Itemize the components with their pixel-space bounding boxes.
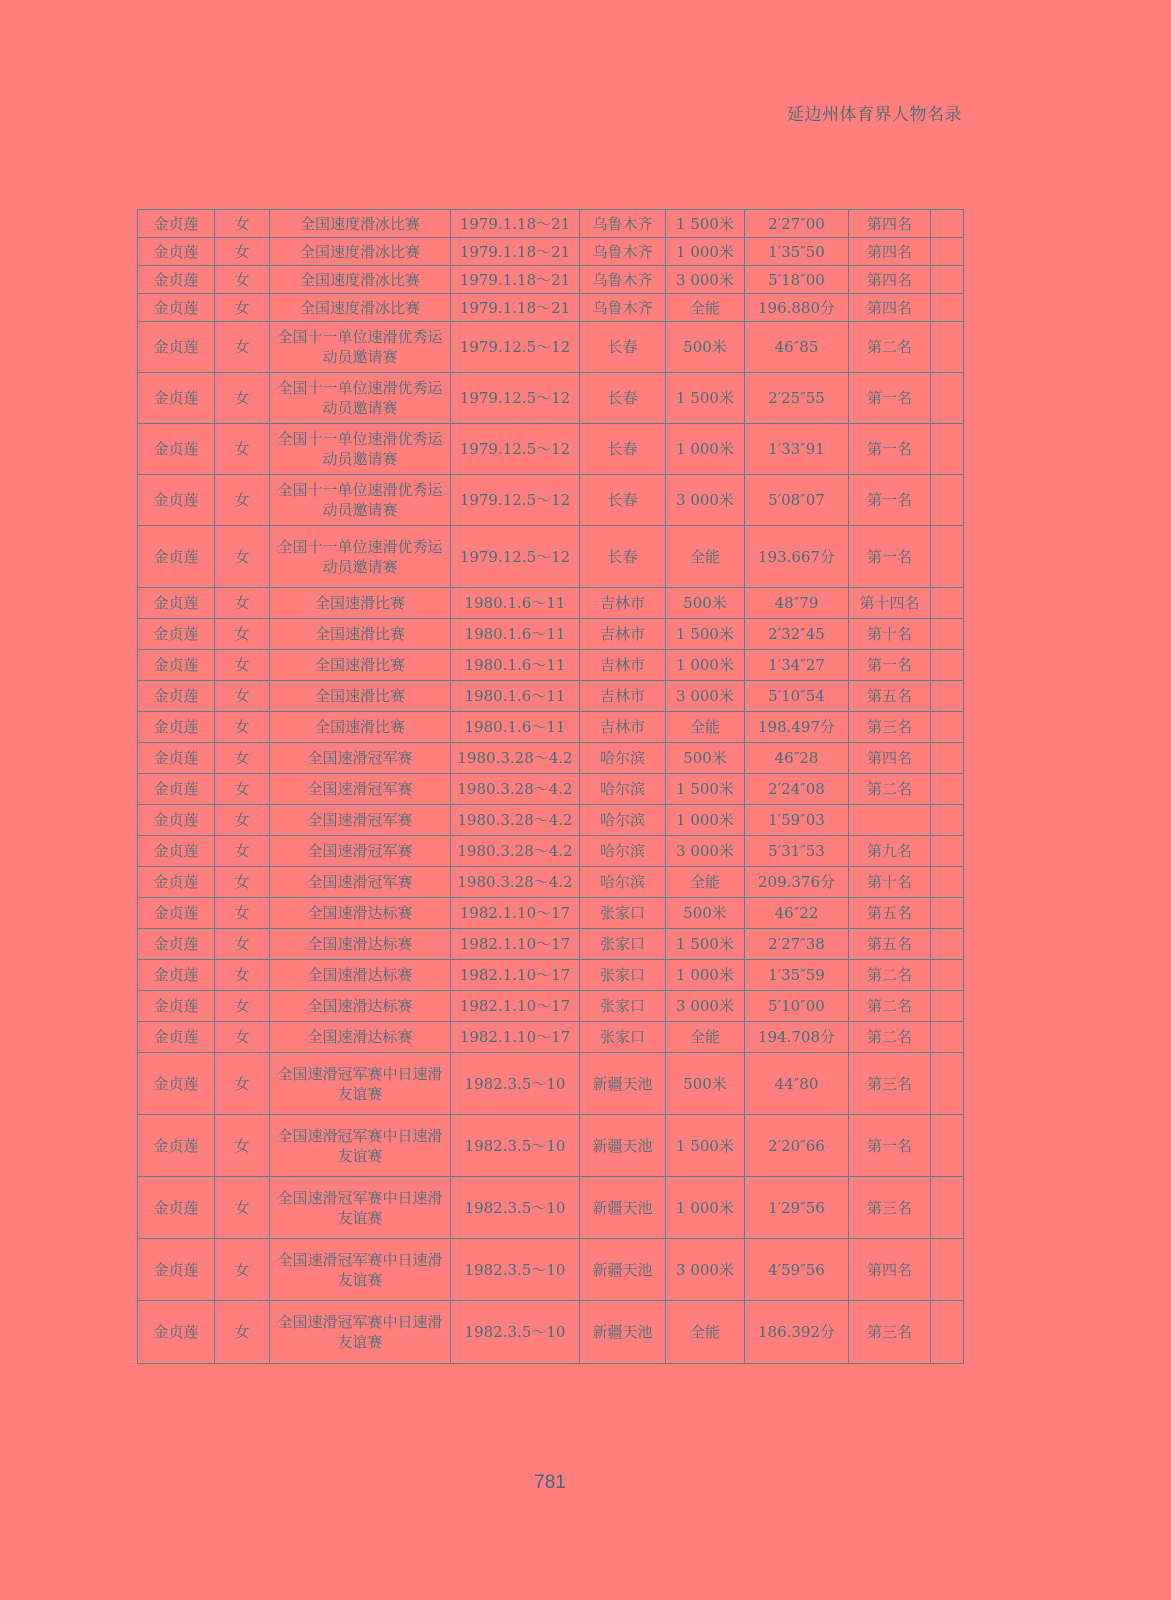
location-cell: 乌鲁木齐 bbox=[580, 266, 666, 294]
gender-cell: 女 bbox=[215, 588, 270, 619]
table-row bbox=[138, 619, 964, 650]
date-cell: 1982.1.10～17 bbox=[451, 1022, 580, 1053]
note-cell bbox=[931, 210, 964, 238]
location-cell: 新疆天池 bbox=[580, 1053, 666, 1115]
distance-cell: 3 000米 bbox=[666, 991, 745, 1022]
name-cell: 金贞莲 bbox=[138, 1177, 215, 1239]
note-cell bbox=[931, 1053, 964, 1115]
date-cell: 1980.1.6～11 bbox=[451, 619, 580, 650]
name-cell: 金贞莲 bbox=[138, 650, 215, 681]
gender-cell: 女 bbox=[215, 294, 270, 322]
table-row bbox=[138, 712, 964, 743]
event-cell: 全国速滑达标赛 bbox=[270, 929, 451, 960]
name-cell: 金贞莲 bbox=[138, 1239, 215, 1301]
table-row bbox=[138, 650, 964, 681]
name-cell: 金贞莲 bbox=[138, 743, 215, 774]
distance-cell: 1 000米 bbox=[666, 960, 745, 991]
date-cell: 1980.1.6～11 bbox=[451, 650, 580, 681]
name-cell: 金贞莲 bbox=[138, 294, 215, 322]
name-cell: 金贞莲 bbox=[138, 526, 215, 588]
gender-cell: 女 bbox=[215, 743, 270, 774]
distance-cell: 1 000米 bbox=[666, 1177, 745, 1239]
rank-cell: 第二名 bbox=[849, 1022, 931, 1053]
result-cell: 48″79 bbox=[745, 588, 849, 619]
location-cell: 哈尔滨 bbox=[580, 867, 666, 898]
gender-cell: 女 bbox=[215, 774, 270, 805]
name-cell: 金贞莲 bbox=[138, 991, 215, 1022]
rank-cell: 第五名 bbox=[849, 898, 931, 929]
distance-cell: 全能 bbox=[666, 526, 745, 588]
name-cell: 金贞莲 bbox=[138, 712, 215, 743]
name-cell: 金贞莲 bbox=[138, 960, 215, 991]
gender-cell: 女 bbox=[215, 1239, 270, 1301]
distance-cell: 1 000米 bbox=[666, 424, 745, 475]
table-row bbox=[138, 898, 964, 929]
location-cell: 乌鲁木齐 bbox=[580, 210, 666, 238]
event-cell: 全国速滑比赛 bbox=[270, 712, 451, 743]
event-cell: 全国速滑冠军赛中日速滑友谊赛 bbox=[270, 1115, 451, 1177]
date-cell: 1982.3.5～10 bbox=[451, 1177, 580, 1239]
distance-cell: 1 000米 bbox=[666, 238, 745, 266]
gender-cell: 女 bbox=[215, 266, 270, 294]
rank-cell: 第三名 bbox=[849, 1053, 931, 1115]
date-cell: 1980.1.6～11 bbox=[451, 588, 580, 619]
distance-cell: 1 500米 bbox=[666, 1115, 745, 1177]
rank-cell: 第一名 bbox=[849, 424, 931, 475]
event-cell: 全国速度滑冰比赛 bbox=[270, 266, 451, 294]
note-cell bbox=[931, 867, 964, 898]
date-cell: 1979.1.18～21 bbox=[451, 294, 580, 322]
location-cell: 长春 bbox=[580, 322, 666, 373]
date-cell: 1980.3.28～4.2 bbox=[451, 836, 580, 867]
name-cell: 金贞莲 bbox=[138, 1115, 215, 1177]
name-cell: 金贞莲 bbox=[138, 619, 215, 650]
table-row bbox=[138, 238, 964, 266]
event-cell: 全国速滑冠军赛 bbox=[270, 743, 451, 774]
date-cell: 1979.12.5～12 bbox=[451, 526, 580, 588]
rank-cell: 第二名 bbox=[849, 322, 931, 373]
table-row bbox=[138, 1177, 964, 1239]
distance-cell: 3 000米 bbox=[666, 681, 745, 712]
name-cell: 金贞莲 bbox=[138, 929, 215, 960]
note-cell bbox=[931, 322, 964, 373]
location-cell: 新疆天池 bbox=[580, 1239, 666, 1301]
date-cell: 1982.1.10～17 bbox=[451, 960, 580, 991]
distance-cell: 1 500米 bbox=[666, 210, 745, 238]
note-cell bbox=[931, 1177, 964, 1239]
table-row bbox=[138, 424, 964, 475]
result-cell: 5′18″00 bbox=[745, 266, 849, 294]
distance-cell: 1 000米 bbox=[666, 650, 745, 681]
location-cell: 长春 bbox=[580, 373, 666, 424]
table-row bbox=[138, 1301, 964, 1364]
distance-cell: 1 500米 bbox=[666, 774, 745, 805]
table-body bbox=[138, 210, 964, 1364]
distance-cell: 500米 bbox=[666, 322, 745, 373]
table-row bbox=[138, 991, 964, 1022]
location-cell: 新疆天池 bbox=[580, 1177, 666, 1239]
distance-cell: 3 000米 bbox=[666, 475, 745, 526]
location-cell: 吉林市 bbox=[580, 650, 666, 681]
distance-cell: 500米 bbox=[666, 588, 745, 619]
page-number: 781 bbox=[534, 1472, 566, 1493]
result-cell: 2′25″55 bbox=[745, 373, 849, 424]
rank-cell: 第一名 bbox=[849, 526, 931, 588]
event-cell: 全国速滑冠军赛中日速滑友谊赛 bbox=[270, 1177, 451, 1239]
location-cell: 张家口 bbox=[580, 898, 666, 929]
date-cell: 1979.12.5～12 bbox=[451, 424, 580, 475]
location-cell: 长春 bbox=[580, 424, 666, 475]
date-cell: 1979.12.5～12 bbox=[451, 373, 580, 424]
distance-cell: 3 000米 bbox=[666, 266, 745, 294]
note-cell bbox=[931, 373, 964, 424]
result-cell: 1′35″59 bbox=[745, 960, 849, 991]
name-cell: 金贞莲 bbox=[138, 588, 215, 619]
distance-cell: 500米 bbox=[666, 1053, 745, 1115]
event-cell: 全国速滑冠军赛 bbox=[270, 805, 451, 836]
event-cell: 全国十一单位速滑优秀运动员邀请赛 bbox=[270, 526, 451, 588]
event-cell: 全国速滑比赛 bbox=[270, 650, 451, 681]
date-cell: 1980.1.6～11 bbox=[451, 712, 580, 743]
table-row bbox=[138, 960, 964, 991]
distance-cell: 1 500米 bbox=[666, 619, 745, 650]
event-cell: 全国速滑冠军赛中日速滑友谊赛 bbox=[270, 1301, 451, 1364]
gender-cell: 女 bbox=[215, 238, 270, 266]
result-cell: 2′32″45 bbox=[745, 619, 849, 650]
location-cell: 哈尔滨 bbox=[580, 774, 666, 805]
note-cell bbox=[931, 743, 964, 774]
result-cell: 196.880分 bbox=[745, 294, 849, 322]
note-cell bbox=[931, 1115, 964, 1177]
gender-cell: 女 bbox=[215, 836, 270, 867]
location-cell: 哈尔滨 bbox=[580, 805, 666, 836]
results-table bbox=[137, 209, 964, 1364]
distance-cell: 1 500米 bbox=[666, 373, 745, 424]
event-cell: 全国速滑冠军赛中日速滑友谊赛 bbox=[270, 1053, 451, 1115]
table-row bbox=[138, 373, 964, 424]
location-cell: 新疆天池 bbox=[580, 1301, 666, 1364]
date-cell: 1982.3.5～10 bbox=[451, 1301, 580, 1364]
event-cell: 全国速滑比赛 bbox=[270, 681, 451, 712]
gender-cell: 女 bbox=[215, 712, 270, 743]
event-cell: 全国速滑冠军赛中日速滑友谊赛 bbox=[270, 1239, 451, 1301]
note-cell bbox=[931, 805, 964, 836]
gender-cell: 女 bbox=[215, 424, 270, 475]
note-cell bbox=[931, 619, 964, 650]
location-cell: 长春 bbox=[580, 475, 666, 526]
distance-cell: 全能 bbox=[666, 1022, 745, 1053]
location-cell: 吉林市 bbox=[580, 619, 666, 650]
name-cell: 金贞莲 bbox=[138, 475, 215, 526]
rank-cell: 第二名 bbox=[849, 960, 931, 991]
date-cell: 1979.1.18～21 bbox=[451, 238, 580, 266]
gender-cell: 女 bbox=[215, 1022, 270, 1053]
gender-cell: 女 bbox=[215, 475, 270, 526]
gender-cell: 女 bbox=[215, 210, 270, 238]
result-cell: 1′29″56 bbox=[745, 1177, 849, 1239]
rank-cell: 第四名 bbox=[849, 238, 931, 266]
event-cell: 全国速度滑冰比赛 bbox=[270, 238, 451, 266]
rank-cell: 第十名 bbox=[849, 867, 931, 898]
result-cell: 46″28 bbox=[745, 743, 849, 774]
location-cell: 张家口 bbox=[580, 1022, 666, 1053]
name-cell: 金贞莲 bbox=[138, 681, 215, 712]
rank-cell: 第三名 bbox=[849, 712, 931, 743]
name-cell: 金贞莲 bbox=[138, 867, 215, 898]
note-cell bbox=[931, 929, 964, 960]
table-row bbox=[138, 1053, 964, 1115]
date-cell: 1982.1.10～17 bbox=[451, 898, 580, 929]
distance-cell: 全能 bbox=[666, 294, 745, 322]
note-cell bbox=[931, 526, 964, 588]
date-cell: 1982.3.5～10 bbox=[451, 1053, 580, 1115]
gender-cell: 女 bbox=[215, 1115, 270, 1177]
date-cell: 1979.12.5～12 bbox=[451, 475, 580, 526]
event-cell: 全国十一单位速滑优秀运动员邀请赛 bbox=[270, 322, 451, 373]
table-row bbox=[138, 805, 964, 836]
note-cell bbox=[931, 960, 964, 991]
date-cell: 1982.1.10～17 bbox=[451, 929, 580, 960]
event-cell: 全国速滑冠军赛 bbox=[270, 836, 451, 867]
date-cell: 1982.3.5～10 bbox=[451, 1115, 580, 1177]
table-row bbox=[138, 774, 964, 805]
rank-cell: 第五名 bbox=[849, 929, 931, 960]
note-cell bbox=[931, 424, 964, 475]
gender-cell: 女 bbox=[215, 805, 270, 836]
note-cell bbox=[931, 1239, 964, 1301]
rank-cell bbox=[849, 805, 931, 836]
name-cell: 金贞莲 bbox=[138, 836, 215, 867]
table-row bbox=[138, 867, 964, 898]
location-cell: 张家口 bbox=[580, 960, 666, 991]
table-row bbox=[138, 475, 964, 526]
result-cell: 46″22 bbox=[745, 898, 849, 929]
rank-cell: 第三名 bbox=[849, 1301, 931, 1364]
gender-cell: 女 bbox=[215, 991, 270, 1022]
distance-cell: 500米 bbox=[666, 743, 745, 774]
result-cell: 5′31″53 bbox=[745, 836, 849, 867]
event-cell: 全国速滑冠军赛 bbox=[270, 774, 451, 805]
rank-cell: 第四名 bbox=[849, 266, 931, 294]
distance-cell: 3 000米 bbox=[666, 1239, 745, 1301]
running-header: 延边州体育界人物名录 bbox=[787, 105, 962, 125]
location-cell: 张家口 bbox=[580, 929, 666, 960]
date-cell: 1979.1.18～21 bbox=[451, 266, 580, 294]
name-cell: 金贞莲 bbox=[138, 1301, 215, 1364]
table-row bbox=[138, 322, 964, 373]
event-cell: 全国速滑冠军赛 bbox=[270, 867, 451, 898]
event-cell: 全国速滑比赛 bbox=[270, 619, 451, 650]
gender-cell: 女 bbox=[215, 960, 270, 991]
location-cell: 长春 bbox=[580, 526, 666, 588]
date-cell: 1979.1.18～21 bbox=[451, 210, 580, 238]
event-cell: 全国十一单位速滑优秀运动员邀请赛 bbox=[270, 475, 451, 526]
location-cell: 新疆天池 bbox=[580, 1115, 666, 1177]
note-cell bbox=[931, 266, 964, 294]
gender-cell: 女 bbox=[215, 867, 270, 898]
rank-cell: 第四名 bbox=[849, 743, 931, 774]
table-row bbox=[138, 836, 964, 867]
name-cell: 金贞莲 bbox=[138, 898, 215, 929]
result-cell: 194.708分 bbox=[745, 1022, 849, 1053]
date-cell: 1980.1.6～11 bbox=[451, 681, 580, 712]
result-cell: 4′59″56 bbox=[745, 1239, 849, 1301]
gender-cell: 女 bbox=[215, 1177, 270, 1239]
gender-cell: 女 bbox=[215, 898, 270, 929]
result-cell: 5′10″54 bbox=[745, 681, 849, 712]
result-cell: 1′34″27 bbox=[745, 650, 849, 681]
location-cell: 吉林市 bbox=[580, 681, 666, 712]
note-cell bbox=[931, 475, 964, 526]
rank-cell: 第一名 bbox=[849, 475, 931, 526]
note-cell bbox=[931, 991, 964, 1022]
result-cell: 5′10″00 bbox=[745, 991, 849, 1022]
table-row bbox=[138, 526, 964, 588]
note-cell bbox=[931, 898, 964, 929]
date-cell: 1982.1.10～17 bbox=[451, 991, 580, 1022]
gender-cell: 女 bbox=[215, 322, 270, 373]
location-cell: 张家口 bbox=[580, 991, 666, 1022]
rank-cell: 第十名 bbox=[849, 619, 931, 650]
distance-cell: 1 500米 bbox=[666, 929, 745, 960]
event-cell: 全国十一单位速滑优秀运动员邀请赛 bbox=[270, 424, 451, 475]
note-cell bbox=[931, 1022, 964, 1053]
name-cell: 金贞莲 bbox=[138, 322, 215, 373]
result-cell: 186.392分 bbox=[745, 1301, 849, 1364]
gender-cell: 女 bbox=[215, 1301, 270, 1364]
event-cell: 全国速度滑冰比赛 bbox=[270, 294, 451, 322]
result-cell: 1′59″03 bbox=[745, 805, 849, 836]
location-cell: 吉林市 bbox=[580, 588, 666, 619]
table-row bbox=[138, 588, 964, 619]
table-row bbox=[138, 266, 964, 294]
location-cell: 乌鲁木齐 bbox=[580, 294, 666, 322]
rank-cell: 第二名 bbox=[849, 991, 931, 1022]
note-cell bbox=[931, 588, 964, 619]
note-cell bbox=[931, 238, 964, 266]
name-cell: 金贞莲 bbox=[138, 1053, 215, 1115]
rank-cell: 第四名 bbox=[849, 1239, 931, 1301]
location-cell: 哈尔滨 bbox=[580, 743, 666, 774]
note-cell bbox=[931, 681, 964, 712]
note-cell bbox=[931, 774, 964, 805]
distance-cell: 3 000米 bbox=[666, 836, 745, 867]
gender-cell: 女 bbox=[215, 619, 270, 650]
result-cell: 5′08″07 bbox=[745, 475, 849, 526]
date-cell: 1980.3.28～4.2 bbox=[451, 867, 580, 898]
name-cell: 金贞莲 bbox=[138, 373, 215, 424]
note-cell bbox=[931, 1301, 964, 1364]
result-cell: 1′33″91 bbox=[745, 424, 849, 475]
result-cell: 1′35″50 bbox=[745, 238, 849, 266]
date-cell: 1980.3.28～4.2 bbox=[451, 805, 580, 836]
rank-cell: 第二名 bbox=[849, 774, 931, 805]
name-cell: 金贞莲 bbox=[138, 774, 215, 805]
name-cell: 金贞莲 bbox=[138, 424, 215, 475]
table-row bbox=[138, 929, 964, 960]
gender-cell: 女 bbox=[215, 650, 270, 681]
result-cell: 44″80 bbox=[745, 1053, 849, 1115]
gender-cell: 女 bbox=[215, 681, 270, 712]
gender-cell: 女 bbox=[215, 929, 270, 960]
distance-cell: 全能 bbox=[666, 867, 745, 898]
name-cell: 金贞莲 bbox=[138, 1022, 215, 1053]
location-cell: 乌鲁木齐 bbox=[580, 238, 666, 266]
rank-cell: 第十四名 bbox=[849, 588, 931, 619]
distance-cell: 全能 bbox=[666, 1301, 745, 1364]
gender-cell: 女 bbox=[215, 526, 270, 588]
date-cell: 1979.12.5～12 bbox=[451, 322, 580, 373]
location-cell: 哈尔滨 bbox=[580, 836, 666, 867]
rank-cell: 第四名 bbox=[849, 210, 931, 238]
gender-cell: 女 bbox=[215, 1053, 270, 1115]
result-cell: 198.497分 bbox=[745, 712, 849, 743]
gender-cell: 女 bbox=[215, 373, 270, 424]
event-cell: 全国速滑达标赛 bbox=[270, 960, 451, 991]
distance-cell: 500米 bbox=[666, 898, 745, 929]
rank-cell: 第一名 bbox=[849, 373, 931, 424]
event-cell: 全国速滑达标赛 bbox=[270, 898, 451, 929]
event-cell: 全国速滑达标赛 bbox=[270, 1022, 451, 1053]
rank-cell: 第九名 bbox=[849, 836, 931, 867]
table-row bbox=[138, 681, 964, 712]
name-cell: 金贞莲 bbox=[138, 238, 215, 266]
result-cell: 2′20″66 bbox=[745, 1115, 849, 1177]
result-cell: 193.667分 bbox=[745, 526, 849, 588]
rank-cell: 第五名 bbox=[849, 681, 931, 712]
name-cell: 金贞莲 bbox=[138, 210, 215, 238]
result-cell: 2′27″38 bbox=[745, 929, 849, 960]
name-cell: 金贞莲 bbox=[138, 805, 215, 836]
note-cell bbox=[931, 836, 964, 867]
name-cell: 金贞莲 bbox=[138, 266, 215, 294]
rank-cell: 第三名 bbox=[849, 1177, 931, 1239]
table-row bbox=[138, 1115, 964, 1177]
result-cell: 209.376分 bbox=[745, 867, 849, 898]
event-cell: 全国速度滑冰比赛 bbox=[270, 210, 451, 238]
date-cell: 1980.3.28～4.2 bbox=[451, 774, 580, 805]
event-cell: 全国速滑比赛 bbox=[270, 588, 451, 619]
result-cell: 2′27″00 bbox=[745, 210, 849, 238]
result-cell: 46″85 bbox=[745, 322, 849, 373]
date-cell: 1982.3.5～10 bbox=[451, 1239, 580, 1301]
rank-cell: 第一名 bbox=[849, 1115, 931, 1177]
table-row bbox=[138, 1239, 964, 1301]
rank-cell: 第一名 bbox=[849, 650, 931, 681]
note-cell bbox=[931, 294, 964, 322]
event-cell: 全国十一单位速滑优秀运动员邀请赛 bbox=[270, 373, 451, 424]
event-cell: 全国速滑达标赛 bbox=[270, 991, 451, 1022]
distance-cell: 全能 bbox=[666, 712, 745, 743]
location-cell: 吉林市 bbox=[580, 712, 666, 743]
note-cell bbox=[931, 712, 964, 743]
distance-cell: 1 000米 bbox=[666, 805, 745, 836]
result-cell: 2′24″08 bbox=[745, 774, 849, 805]
table-row bbox=[138, 1022, 964, 1053]
note-cell bbox=[931, 650, 964, 681]
table-row bbox=[138, 294, 964, 322]
date-cell: 1980.3.28～4.2 bbox=[451, 743, 580, 774]
table-row bbox=[138, 210, 964, 238]
rank-cell: 第四名 bbox=[849, 294, 931, 322]
table-row bbox=[138, 743, 964, 774]
